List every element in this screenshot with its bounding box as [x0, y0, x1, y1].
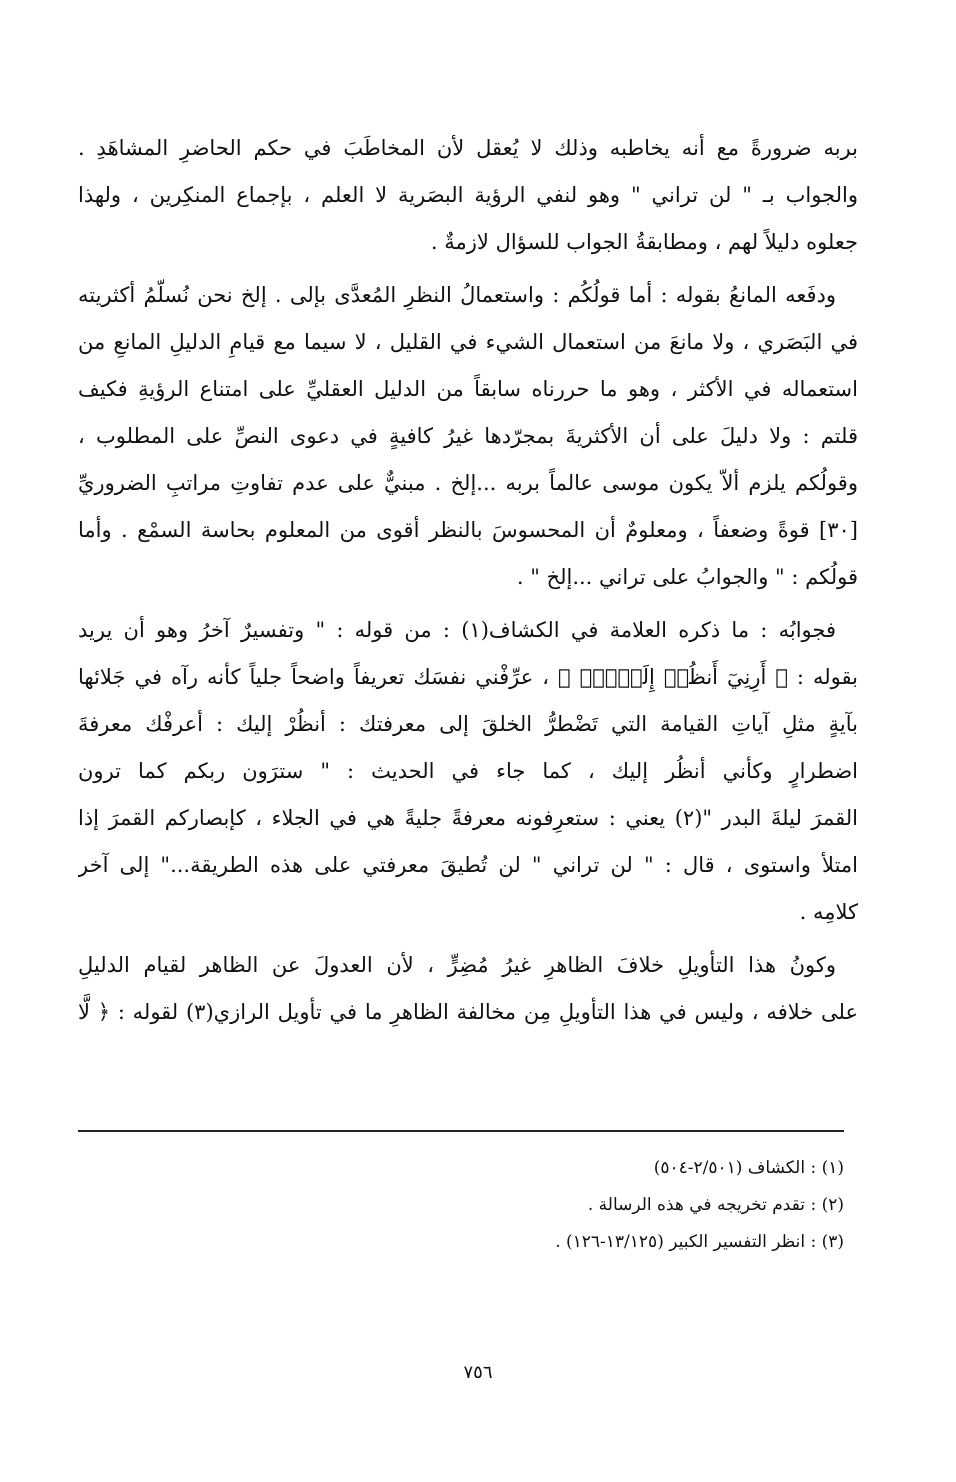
text-line: القمرَ ليلةَ البدر "(٢) يعني : ستعرِفونه معرفةً جليةً هي في الجلاء ، كإبصاركم القمرَ إذا	[78, 806, 858, 830]
page-number: ٧٥٦	[463, 1362, 493, 1383]
text-line: وكونُ هذا التأويلِ خلافَ الظاهرِ غيرُ مُضِرٍّ ، لأن العدولَ عن الظاهر لقيام الدليلِ	[78, 953, 836, 977]
text-line: والجواب بـ " لن تراني " وهو لنفي الرؤية البصَرية لا العلم ، بإجماع المنكِرين ، ولهذا	[78, 183, 858, 207]
text-line: بآيةٍ مثلِ آياتِ القيامة التي تَضْطرُّ الخلقَ إلى معرفتك : أنظُرْ إليك : أعرفْك معرفةَ	[78, 712, 858, 736]
footnote: (١) : الكشاف (٢/٥٠١-٥٠٤)	[653, 1158, 844, 1178]
text-line: قلتم : ولا دليلَ على أن الأكثريةَ بمجرّدها غيرُ كافيةٍ في دعوى النصِّ على المطلوب ،	[78, 424, 858, 448]
text-line: على خلافه ، وليس في هذا التأويلِ مِن مخالفة الظاهرِ ما في تأويل الرازي(٣) لقوله : ﴿ لَّا	[78, 1000, 858, 1024]
text-line: [٣٠] قوةً وضعفاً ، ومعلومٌ أن المحسوسَ بالنظر أقوى من المعلوم بحاسة السمْع . وأما	[78, 518, 858, 542]
footnote-divider	[78, 1130, 844, 1132]
body-text	[78, 125, 858, 1036]
footnote: (٣) : انظر التفسير الكبير (١٣/١٢٥-١٢٦) .	[555, 1232, 844, 1252]
text-line: بقوله : ﴿ أَرِنِيٓ أَنظُرۡ إِلَيۡكَۚ ﴾ ، عرِّفْني نفسَك تعريفاً واضحاً جلياً كأنه رآه في جَلائها	[78, 665, 858, 689]
text-line: امتلأ واستوى ، قال : " لن تراني " لن تُطيقَ معرفتي على هذه الطريقة..." إلى آخر	[78, 853, 858, 877]
text-line: وقولُكم يلزم ألاّ يكون موسى عالماً بربه ...إلخ . مبنيٌّ على عدم تفاوتِ مراتبِ الضروريِّ	[78, 471, 858, 495]
text-line: قولُكم : " والجوابُ على تراني ...إلخ " .	[516, 565, 858, 589]
text-line: اضطرارٍ وكأني أنظُر إليك ، كما جاء في الحديث : " سترَون ربكم كما ترون	[78, 759, 858, 783]
text-line: كلامِه .	[799, 900, 858, 924]
footnotes	[150, 1150, 844, 1261]
text-line: في البَصَري ، ولا مانعَ من استعمال الشيء في القليل ، لا سيما مع قيامِ الدليلِ المانعِ من	[78, 330, 858, 354]
text-line: بربه ضرورةً مع أنه يخاطبه وذلك لا يُعقل لأن المخاطَبَ في حكم الحاضرِ المشاهَدِ .	[78, 136, 858, 160]
footnote: (٢) : تقدم تخريجه في هذه الرسالة .	[587, 1195, 844, 1215]
text-line: استعماله في الأكثر ، وهو ما حررناه سابقاً من الدليل العقليِّ على امتناع الرؤيةِ فكيف	[78, 377, 858, 401]
text-line: فجوابُه : ما ذكره العلامة في الكشاف(١) : من قوله : " وتفسيرٌ آخرُ وهو أن يريد	[78, 618, 836, 642]
text-line: جعلوه دليلاً لهم ، ومطابقةُ الجواب للسؤال لازمةٌ .	[430, 230, 858, 254]
text-line: ودفَعه المانعُ بقوله : أما قولُكُم : واستعمالُ النظرِ المُعدَّى بإلى . إلخ نحن نُسلّمُ أكثريته	[78, 283, 836, 307]
